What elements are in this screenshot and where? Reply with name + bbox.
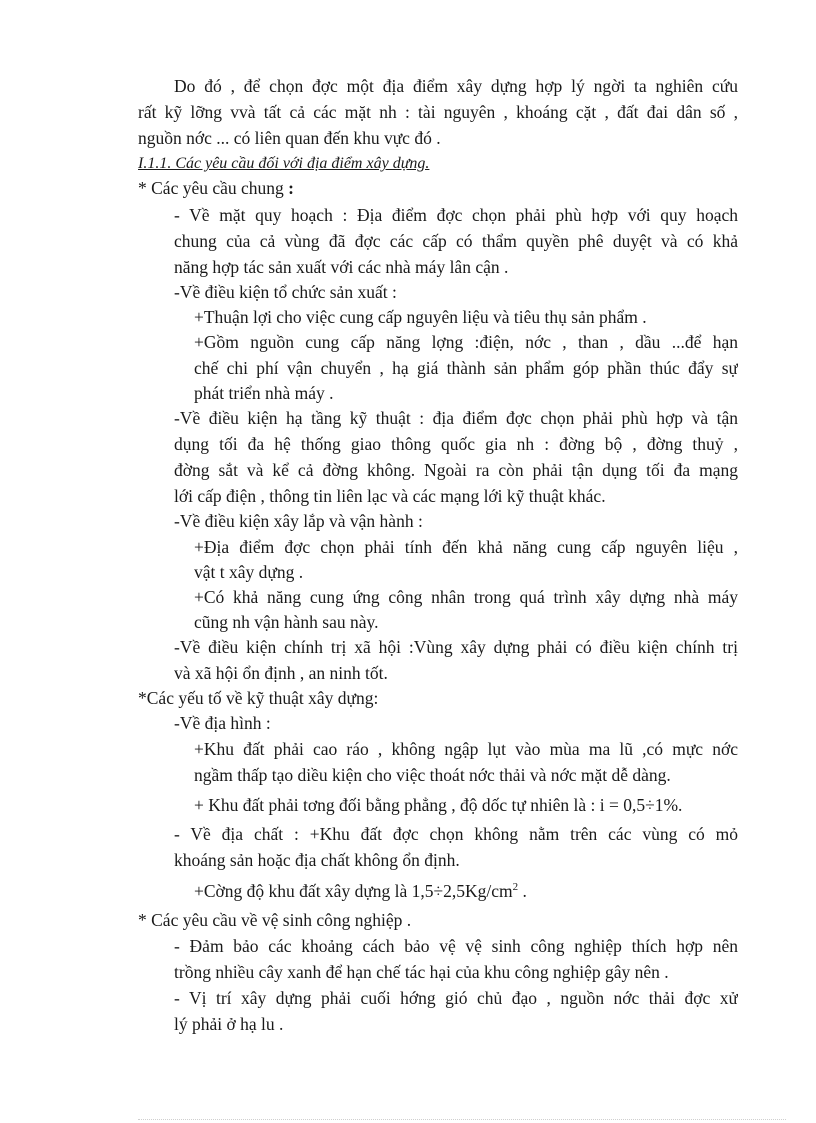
intro-line-3: nguồn nớc ... có liên quan đến khu vực đó . xyxy=(138,128,441,148)
hygiene-item-1-line-1: - Đảm bảo các khoảng cách bảo vệ vệ sinh công nghiệp thích hợp nên xyxy=(174,936,738,956)
infrastructure-line-2: dụng tối đa hệ thống giao thông quốc gia nh : đờng bộ , đờng thuỷ , xyxy=(174,434,738,454)
construction-title: -Về điều kiện xây lắp và vận hành : xyxy=(174,511,423,531)
page-bottom-rule xyxy=(138,1119,786,1120)
production-item-2-line-2: chế chi phí vận chuyển , hạ giá thành sản phẩm góp phần thúc đẩy sự xyxy=(194,358,738,378)
general-title-text: * Các yêu cầu chung xyxy=(138,178,289,198)
terrain-item-1-line-2: ngầm thấp tạo diều kiện cho việc thoát nớc thải và nớc mặt dễ dàng. xyxy=(194,765,671,785)
infrastructure-line-4: lới cấp điện , thông tin liên lạc và các mạng lới kỹ thuật khác. xyxy=(174,486,606,506)
general-title-colon: : xyxy=(288,178,294,198)
strength-end: . xyxy=(518,881,527,901)
construction-item-2-line-1: +Có khả năng cung ứng công nhân trong quá trình xây dựng nhà máy xyxy=(194,587,738,607)
production-title: -Về điều kiện tổ chức sản xuất : xyxy=(174,282,397,302)
strength-text: +Cờng độ khu đất xây dựng là 1,5÷2,5Kg/cm xyxy=(194,881,513,901)
planning-line-2: chung của cả vùng đã đợc các cấp có thẩm quyền phê duyệt và có khả xyxy=(174,231,738,251)
political-line-1: -Về điều kiện chính trị xã hội :Vùng xây dựng phải có điều kiện chính trị xyxy=(174,637,738,657)
strength-superscript: 2 xyxy=(512,881,519,894)
production-item-1: +Thuận lợi cho việc cung cấp nguyên liệu và tiêu thụ sản phẩm . xyxy=(194,307,647,327)
intro-line-2: rất kỹ lỡng vvà tất cả các mặt nh : tài nguyên , khoáng cặt , đất đai dân số , xyxy=(138,102,738,122)
production-item-2-line-1: +Gồm nguồn cung cấp năng lợng :điện, nớc , than , dầu ...để hạn xyxy=(194,332,738,352)
technical-title: *Các yếu tố về kỹ thuật xây dựng: xyxy=(138,688,379,708)
hygiene-item-1-line-2: trồng nhiều cây xanh để hạn chế tác hại của khu công nghiệp gây nên . xyxy=(174,962,669,982)
terrain-title: -Về địa hình : xyxy=(174,713,271,733)
strength-line xyxy=(194,879,527,904)
construction-item-1-line-1: +Địa điểm đợc chọn phải tính đến khả năng cung cấp nguyên liệu , xyxy=(194,537,738,557)
geology-line-1: - Về địa chất : +Khu đất đợc chọn không nằm trên các vùng có mỏ xyxy=(174,824,738,844)
construction-item-1-line-2: vật t xây dựng . xyxy=(194,562,304,582)
production-item-2-line-3: phát triển nhà máy . xyxy=(194,383,334,403)
planning-line-3: năng hợp tác sản xuất với các nhà máy lân cận . xyxy=(174,257,509,277)
geology-line-2: khoáng sản hoặc địa chất không ổn định. xyxy=(174,850,460,870)
infrastructure-line-1: -Về điều kiện hạ tầng kỹ thuật : địa điểm đợc chọn phải phù hợp và tận xyxy=(174,408,738,428)
hygiene-item-2-line-2: lý phải ở hạ lu . xyxy=(174,1014,284,1034)
political-line-2: và xã hội ổn định , an ninh tốt. xyxy=(174,663,388,683)
section-heading[interactable] xyxy=(138,151,429,176)
terrain-item-1-line-1: +Khu đất phải cao ráo , không ngập lụt vào mùa ma lũ ,có mực nớc xyxy=(194,739,738,759)
general-requirements-title xyxy=(138,176,294,201)
infrastructure-line-3: đờng sắt và kể cả đờng không. Ngoài ra còn phải tận dụng tối đa mạng xyxy=(174,460,738,480)
planning-line-1: - Về mặt quy hoạch : Địa điểm đợc chọn phải phù hợp với quy hoạch xyxy=(174,205,738,225)
hygiene-item-2-line-1: - Vị trí xây dựng phải cuối hớng gió chủ đạo , nguồn nớc thải đợc xử xyxy=(174,988,738,1008)
intro-line-1: Do đó , để chọn đợc một địa điểm xây dựng hợp lý ngời ta nghiên cứu xyxy=(174,76,738,96)
hygiene-title: * Các yêu cầu về vệ sinh công nghiệp . xyxy=(138,910,412,930)
terrain-item-2: + Khu đất phải tơng đối bằng phẳng , độ dốc tự nhiên là : i = 0,5÷1%. xyxy=(194,795,683,815)
construction-item-2-line-2: cũng nh vận hành sau này. xyxy=(194,612,379,632)
section-heading-text: I.1.1. Các yêu cầu đối với địa điểm xây dựng. xyxy=(138,155,430,172)
